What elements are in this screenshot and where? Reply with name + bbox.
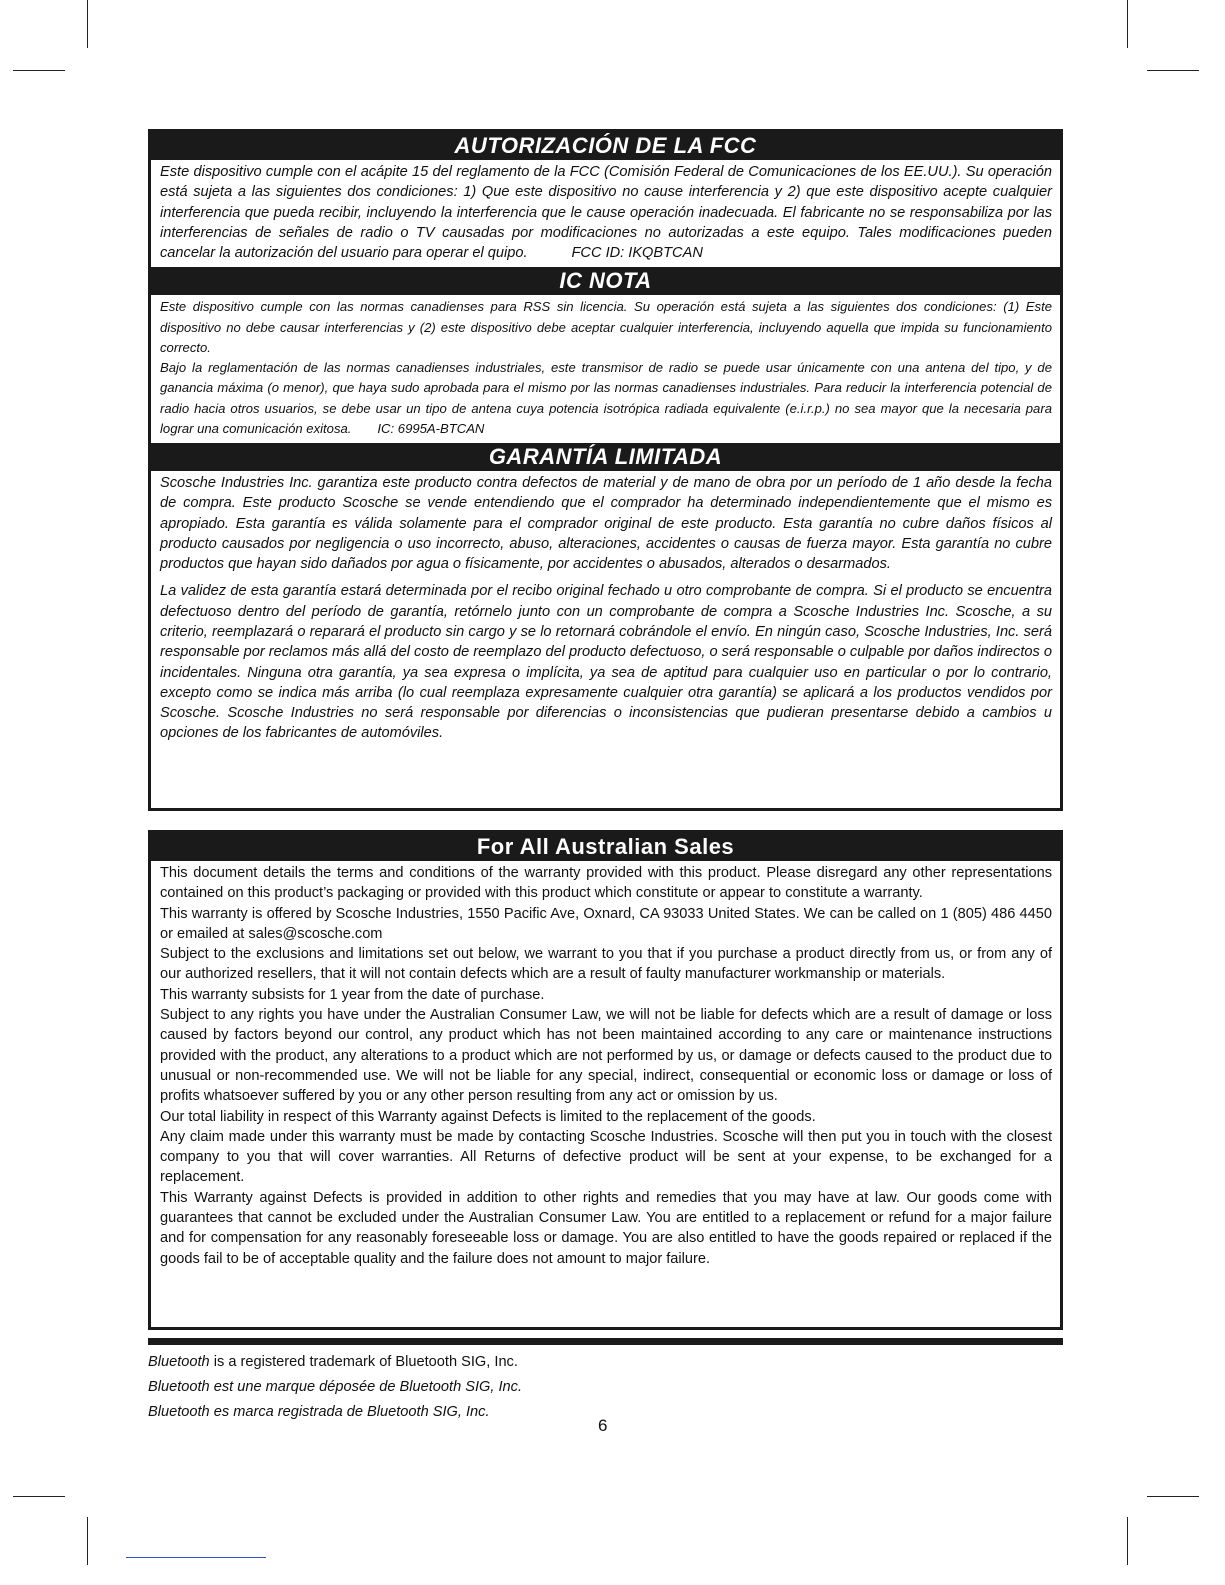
bottom-divider: [148, 1338, 1063, 1345]
trademark-french: [148, 1377, 522, 1397]
australia-paragraph-3: Subject to the exclusions and limitations set out below, we warrant to you that if you purchase a product directly from us, or from any of our authorized resellers, that it will not contain defects which are a result of faulty manufacturer workmanship or materials.: [160, 946, 1052, 983]
crop-mark: [1127, 1517, 1128, 1565]
ic-title: IC NOTA: [151, 267, 1060, 295]
garantia-section: [151, 471, 1060, 748]
ic-id: IC: 6995A-BTCAN: [377, 420, 485, 436]
garantia-paragraph-2: La validez de esta garantía estará determinada por el recibo original fechado u otro comprobante de compra. Si el producto se encuentra defectuoso dentro del período de garantía, retórnelo junto con un comprobante de compra a Scosche Industries Inc. Scosche, a su criterio, reemplazará o reparará el producto sin cargo y se lo retornará cobrándole el envío. En ningún caso, Scosche Industries, Inc. será responsable por reclamos más allá del costo de reemplazo del producto defectuoso, o será responsable o culpable por daños indirectos o incidentales. Ninguna otra garantía, ya sea expresa o implícita, ya sea de aptitud para cualquier uso en particular o por lo contrario, excepto como se indica más arriba (lo cual reemplaza expresamente cualquier otra garantía) se aplicará a los productos vendidos por Scosche. Scosche Industries no será responsable por diferencias o inconsistencias que pudieran presentarse debido a cambios u opciones de los fabricantes de automóviles.: [160, 583, 1052, 742]
australia-paragraph-1: This document details the terms and conditions of the warranty provided with this product. Please disregard any other representations contained on this product’s packaging or provided with this product which constitute or appear to constitute a warranty.: [160, 865, 1052, 902]
trademark-brand: Bluetooth: [148, 1354, 210, 1370]
trademark-english-text: is a registered trademark of Bluetooth SIG, Inc.: [209, 1354, 518, 1370]
australia-paragraph-4: This warranty subsists for 1 year from the date of purchase.: [160, 986, 545, 1003]
ic-section: [151, 295, 1060, 442]
australian-sales-box: [148, 830, 1063, 1330]
australia-section: [151, 861, 1060, 1273]
trademark-english: [148, 1352, 518, 1372]
ic-paragraph-2: Bajo la reglamentación de las normas canadienses industriales, este transmisor de radio se puede usar únicamente con una antena del tipo, y de ganancia máxima (o menor), que haya sudo aprobada para el mismo por las normas canadienses industriales. Para reducir la interferencia potencial de radio hacia otros usuarios, se debe usar un tipo de antena cuya potencia isotrópica radiada equivalente (e.i.r.p.) no sea mayor que la necesaria para lograr una comunicación exitosa.: [160, 360, 1052, 436]
crop-mark: [87, 0, 88, 48]
crop-mark: [87, 1517, 88, 1565]
crop-mark: [1147, 1496, 1199, 1497]
australia-paragraph-5: Subject to any rights you have under the Australian Consumer Law, we will not be liable for defects which are a result of damage or loss caused by factors beyond our control, any product which has not been maintained according to any care or maintenance instructions provided with the product, any alterations to a product which are not performed by us, or damage or defects caused to the product due to unusual or non-recommended use. We will not be liable for any special, indirect, consequential or economic loss or damage or loss of profits whatsoever suffered by you or any other person resulting from any act or omission by us.: [160, 1007, 1052, 1105]
crop-mark: [1127, 0, 1128, 48]
australia-title: For All Australian Sales: [151, 833, 1060, 861]
crop-mark: [1147, 70, 1199, 71]
australia-paragraph-6: Our total liability in respect of this Warranty against Defects is limited to the replacement of the goods.: [160, 1108, 816, 1125]
bottom-link-underline: [126, 1557, 266, 1558]
ic-paragraph-1: Este dispositivo cumple con las normas canadienses para RSS sin licencia. Su operación está sujeta a las siguientes dos condiciones: (1) Este dispositivo no debe causar interferencias y (2) este dispositivo debe aceptar cualquier interferencia, incluyendo aquella que impida su funcionamiento correcto.: [160, 299, 1052, 355]
australia-paragraph-2: This warranty is offered by Scosche Industries, 1550 Pacific Ave, Oxnard, CA 93033 United States. We can be called on 1 (805) 486 4450 or emailed at sales@scosche.com: [160, 905, 1052, 942]
trademark-french-text: Bluetooth est une marque déposée de Bluetooth SIG, Inc.: [148, 1379, 523, 1395]
trademark-spanish: [148, 1402, 490, 1422]
australia-paragraph-8: This Warranty against Defects is provided in addition to other rights and remedies that you may have at law. Our goods come with guarantees that cannot be excluded under the Australian Consumer Law. You are entitled to a replacement or refund for a major failure and for compensation for any reasonably foreseeable loss or damage. You are also entitled to have the goods repaired or replaced if the goods fail to be of acceptable quality and the failure does not amount to major failure.: [160, 1189, 1052, 1267]
trademark-spanish-text: Bluetooth es marca registrada de Bluetooth SIG, Inc.: [148, 1404, 490, 1420]
garantia-title: GARANTÍA LIMITADA: [151, 443, 1060, 471]
australia-paragraph-7: Any claim made under this warranty must be made by contacting Scosche Industries. Scosche will then put you in touch with the closest company to you that will cover warranties. All Returns of defective product will be sent at your expense, to be exchanged for a replacement.: [160, 1128, 1052, 1186]
crop-mark: [13, 1496, 65, 1497]
fcc-title: AUTORIZACIÓN DE LA FCC: [151, 132, 1060, 160]
fcc-section: [151, 160, 1060, 267]
fcc-body: Este dispositivo cumple con el acápite 15 del reglamento de la FCC (Comisión Federal de Comunicaciones de los EE.UU.). Su operación está sujeta a las siguientes dos condiciones: 1) Que este dispositivo no cause interferencia y 2) que este dispositivo acepte cualquier interferencia que pueda recibir, incluyendo la interferencia que le cause operación inadecuada. El fabricante no se responsabiliza por las interferencias de señales de radio o TV causadas por modificaciones no autorizadas a este equipo. Tales modificaciones pueden cancelar la autorización del usuario para operar el quipo.: [160, 164, 1052, 262]
garantia-paragraph-1: Scosche Industries Inc. garantiza este producto contra defectos de material y de mano de obra por un período de 1 año desde la fecha de compra. Este producto Scosche se vende entendiendo que el comprador ha determinado independientemente que el mismo es apropiado. Esta garantía es válida solamente para el comprador original de este producto. Esta garantía no cubre daños físicos al producto causados por negligencia o uso incorrecto, abuso, alteraciones, accidentes o causas de fuerza mayor. Esta garantía no cubre productos que hayan sido dañados por agua o físicamente, por accidentes o abusados, alterados o desarmados.: [160, 474, 1052, 573]
page-number: 6: [598, 1416, 608, 1435]
crop-mark: [13, 70, 65, 71]
fcc-id: FCC ID: IKQBTCAN: [571, 245, 703, 262]
spanish-legal-box: [148, 129, 1063, 811]
